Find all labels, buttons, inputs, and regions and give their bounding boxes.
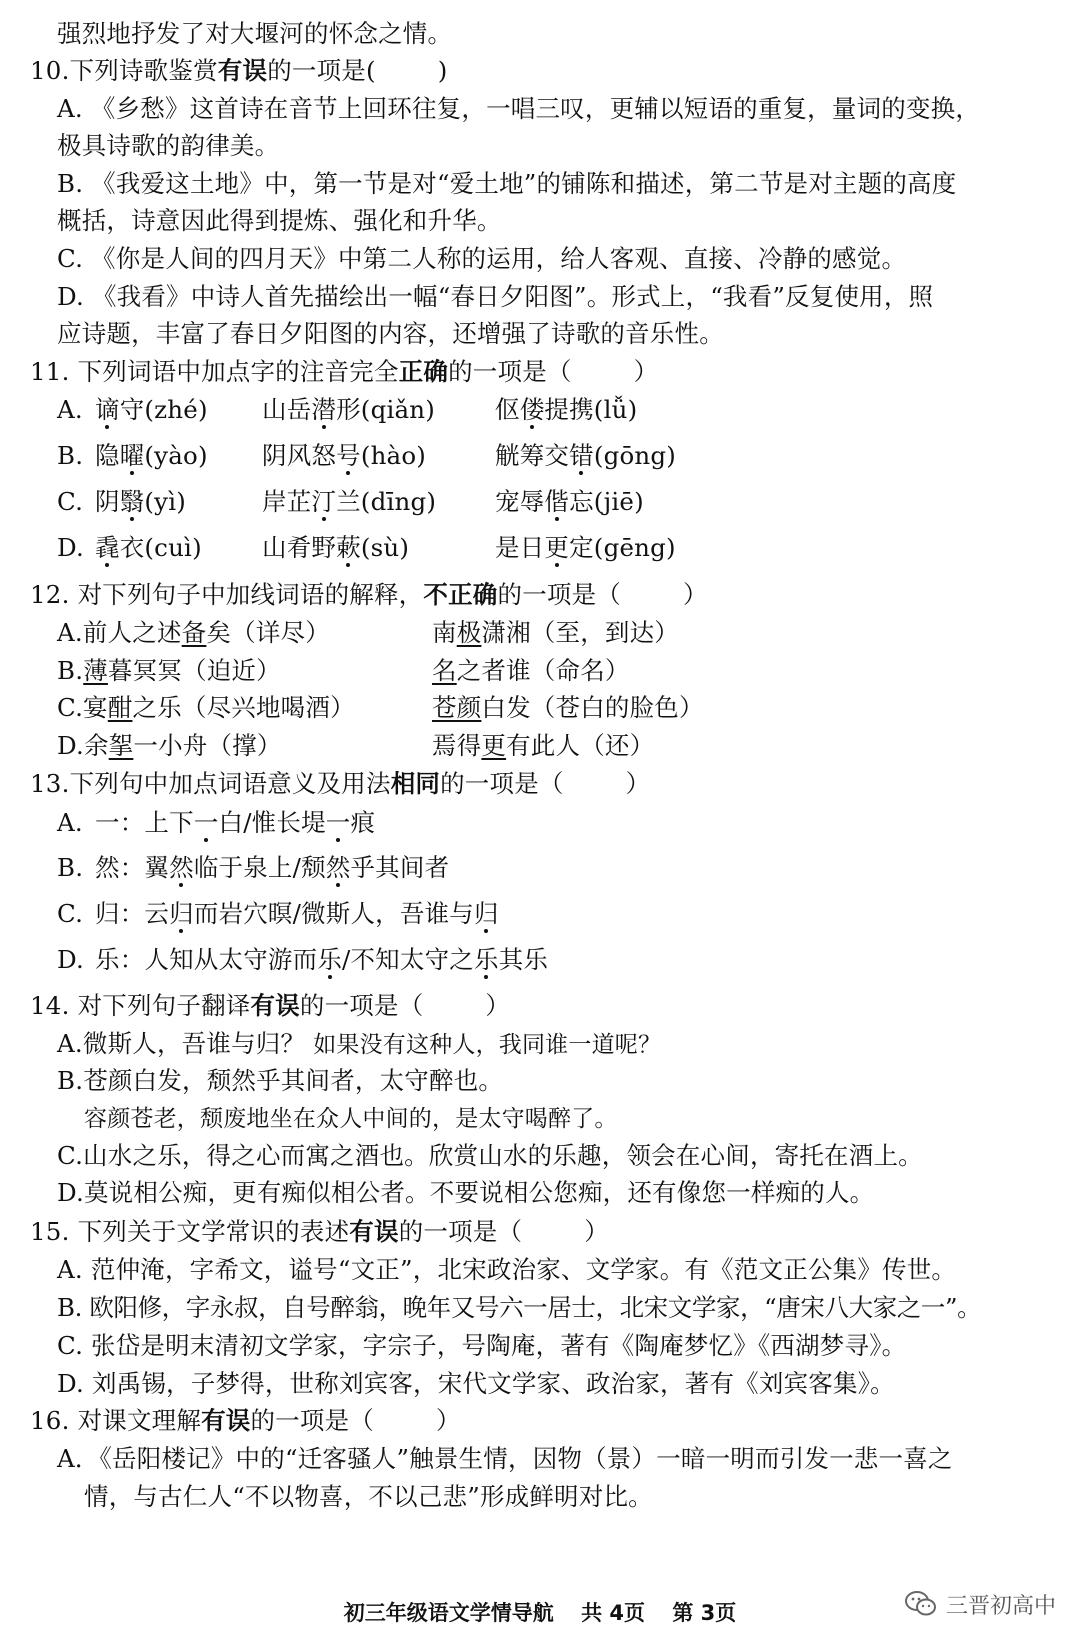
question-14-option-c: C.山水之乐，得之心而寓之酒也。欣赏山水的乐趣，领会在心间，寄托在酒上。 [57, 1141, 923, 1170]
text-line: 强烈地抒发了对大堰河的怀念之情。 [57, 19, 453, 48]
question-10-option-d-cont: 应诗题，丰富了春日夕阳图的内容，还增强了诗歌的音乐性。 [57, 319, 724, 348]
question-12-option-a: A.前人之述备矣（详尽） 南极潇湘（至，到达） [57, 618, 680, 647]
question-15-option-b: B. 欧阳修，字永叔，自号醉翁，晚年又号六一居士，北宋文学家，“唐宋八大家之一”。 [57, 1293, 982, 1322]
watermark-text: 三晋初高中 [945, 1593, 1056, 1619]
question-11-option-b: B. 隐曜(yào) 阴风怒号(hào) 觥筹交错(gōng) [57, 441, 677, 470]
footer-total-pages: 共 4页 [581, 1601, 645, 1625]
question-13-option-d: D. 乐：人知从太守游而乐/不知太守之乐其乐 [57, 945, 549, 974]
question-15-option-d: D. 刘禹锡，子梦得，世称刘宾客，宋代文学家、政治家，著有《刘宾客集》。 [57, 1369, 895, 1398]
question-11-option-a: A. 谪守(zhé) 山岳潜形(qiǎn) 伛偻提携(lǚ) [57, 395, 638, 424]
question-11-option-d: D. 毳衣(cuì) 山肴野蔌(sù) 是日更定(gēng) [57, 533, 676, 562]
question-14-option-d: D.莫说相公痴，更有痴似相公者。不要说相公您痴，还有像您一样痴的人。 [57, 1178, 875, 1207]
footer-title: 初三年级语文学情导航 [343, 1601, 554, 1625]
question-15-option-c: C. 张岱是明末清初文学家，字宗子，号陶庵，著有《陶庵梦忆》《西湖梦寻》。 [57, 1331, 907, 1360]
question-13-option-c: C. 归：云归而岩穴暝/微斯人，吾谁与归 [57, 899, 499, 928]
question-10-option-b-cont: 概括，诗意因此得到提炼、强化和升华。 [57, 206, 502, 235]
question-15-option-a: A. 范仲淹，字希文，谥号“文正”，北宋政治家、文学家。有《范文正公集》传世。 [57, 1255, 957, 1284]
question-12-option-b: B.薄暮冥冥（迫近） 名之者谁（命名） [57, 656, 630, 685]
question-16-option-a: A．《岳阳楼记》中的“迁客骚人”触景生情，因物（景）一暗一明而引发一悲一喜之 [57, 1444, 953, 1473]
question-12-stem: 12. 对下列句子中加线词语的解释，不正确的一项是（ ） [30, 580, 708, 609]
wechat-icon [904, 1590, 938, 1618]
question-12-option-c: C.宴酣之乐（尽兴地喝酒） 苍颜白发（苍白的脸色） [57, 693, 704, 722]
question-10-option-c: C. 《你是人间的四月天》中第二人称的运用，给人客观、直接、冷静的感觉。 [57, 244, 907, 273]
question-14-stem: 14. 对下列句子翻译有误的一项是（ ） [30, 991, 511, 1020]
question-16-stem: 16. 对课文理解有误的一项是（ ） [30, 1406, 461, 1435]
question-13-option-a: A. 一：上下一白/惟长堤一痕 [57, 808, 376, 837]
question-16-option-a-cont: 情，与古仁人“不以物喜，不以己悲”形成鲜明对比。 [84, 1482, 653, 1511]
question-11-stem: 11. 下列词语中加点字的注音完全正确的一项是（ ） [30, 357, 659, 386]
question-15-stem: 15. 下列关于文学常识的表述有误的一项是（ ） [30, 1217, 609, 1246]
footer-page-number: 第 3页 [672, 1601, 737, 1625]
question-10-option-a-cont: 极具诗歌的韵律美。 [57, 131, 280, 160]
question-14-option-b-translation: 容颜苍老，颓废地坐在众人中间的，是太守喝醉了。 [84, 1106, 618, 1132]
question-10-option-a: A. 《乡愁》这首诗在音节上回环往复，一唱三叹，更辅以短语的重复，量词的变换， [57, 94, 981, 123]
question-11-option-c: C. 阴翳(yì) 岸芷汀兰(dīng) 宠辱偕忘(jiē) [57, 487, 644, 516]
question-10-option-b: B. 《我爱这土地》中，第一节是对“爱土地”的铺陈和描述，第二节是对主题的高度 [57, 169, 957, 198]
question-13-option-b: B. 然：翼然临于泉上/颓然乎其间者 [57, 853, 450, 882]
question-10-option-d: D. 《我看》中诗人首先描绘出一幅“春日夕阳图”。形式上，“我看”反复使用，照 [57, 282, 934, 311]
question-14-option-a: A.微斯人，吾谁与归？ 如果没有这种人，我同谁一道呢？ [57, 1029, 662, 1058]
question-14-option-b: B.苍颜白发，颓然乎其间者，太守醉也。 [57, 1066, 504, 1095]
question-12-option-d: D.余挐一小舟（撑） 焉得更有此人（还） [57, 731, 655, 760]
question-13-stem: 13.下列句中加点词语意义及用法相同的一项是（ ） [30, 769, 651, 798]
question-10-stem: 10.下列诗歌鉴赏有误的一项是( ) [30, 56, 448, 85]
watermark [904, 1584, 1056, 1624]
